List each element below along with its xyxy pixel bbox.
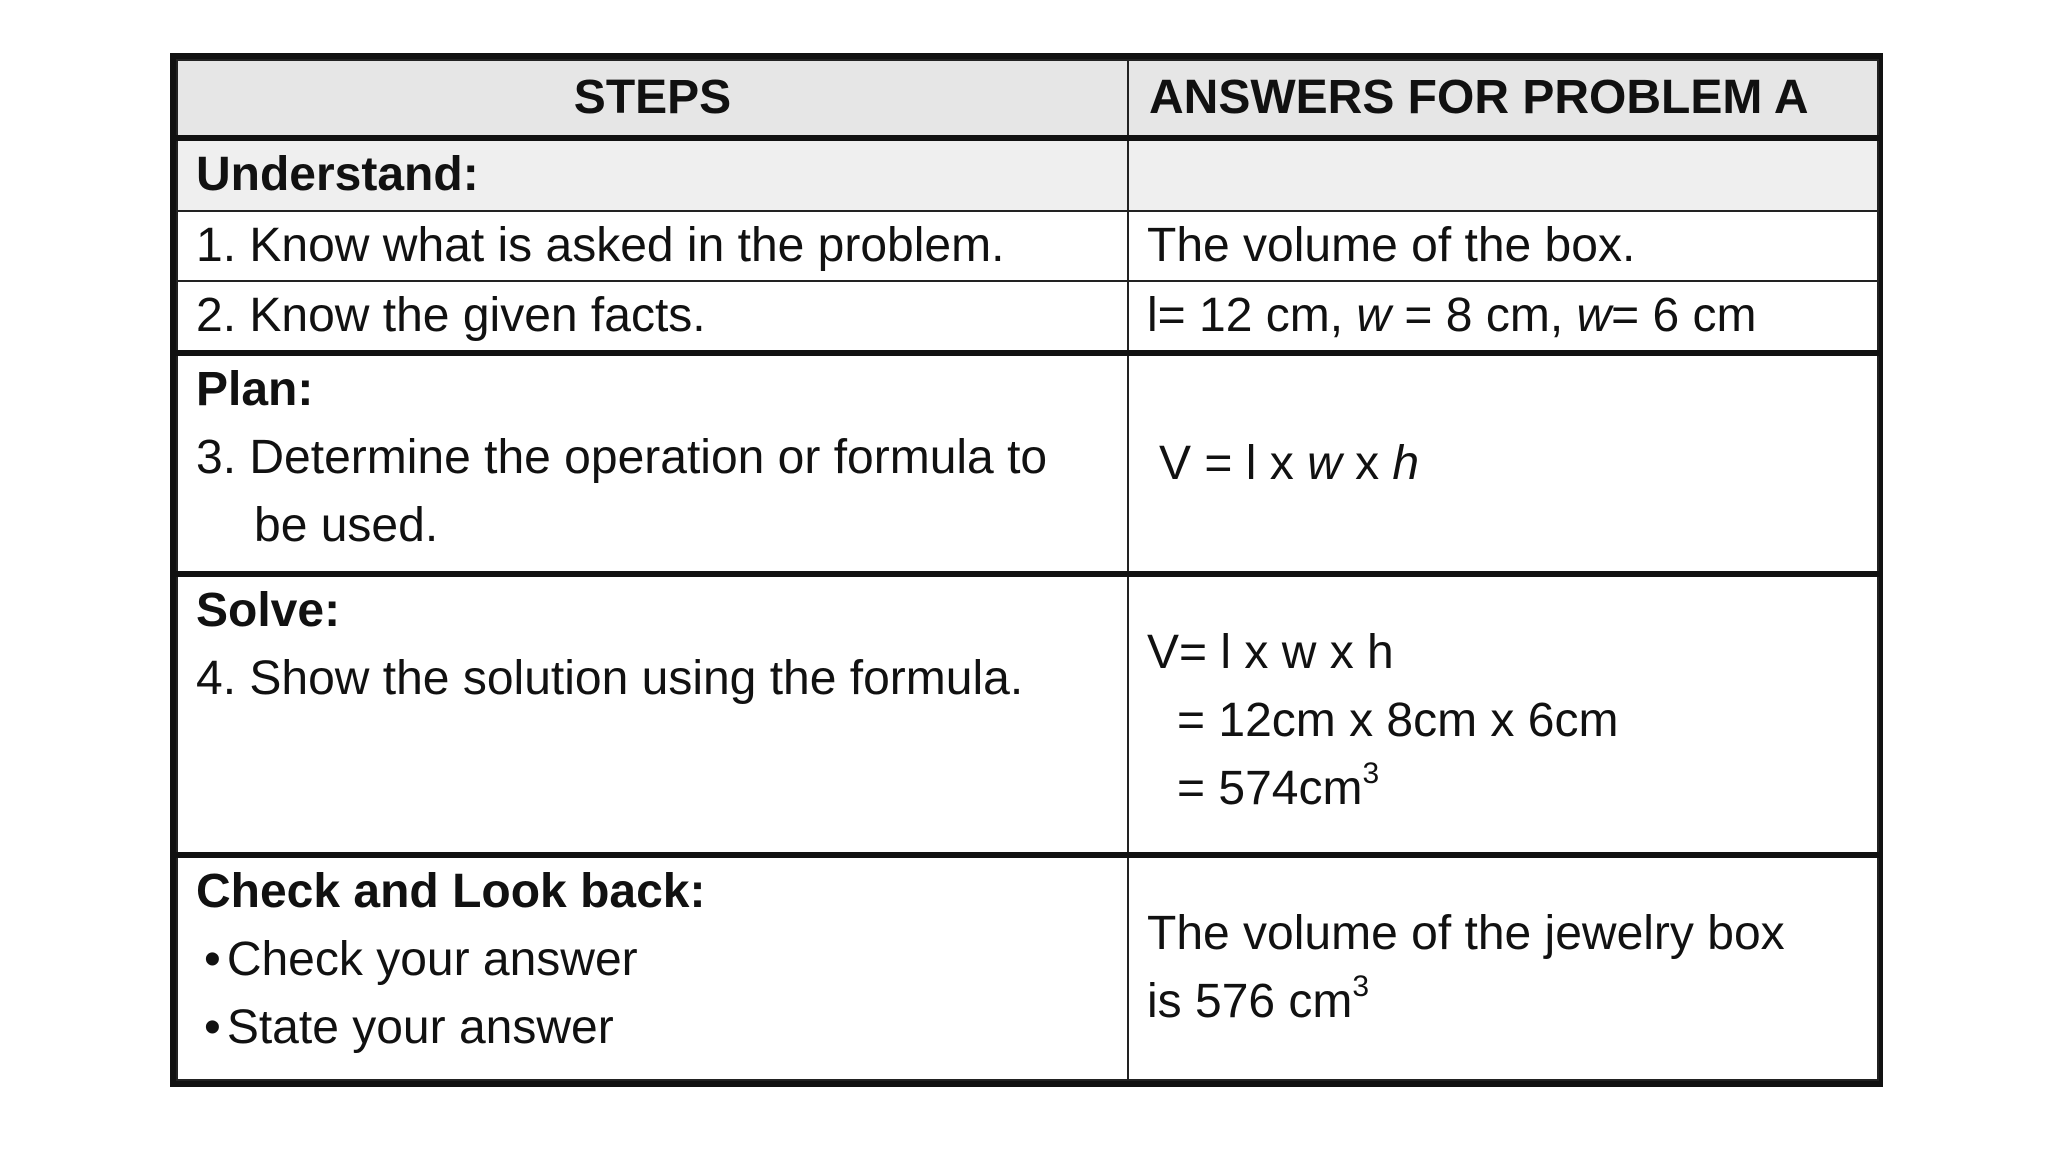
check-cell bbox=[177, 855, 1128, 1080]
answer2-text bbox=[1128, 281, 1878, 353]
solution-table-frame bbox=[170, 53, 1883, 1087]
check-answer bbox=[1128, 855, 1878, 1080]
solve-line3-value: = 574cm bbox=[1177, 761, 1363, 815]
step3-line2: be used. bbox=[254, 499, 439, 553]
solve-line3 bbox=[1147, 755, 1859, 823]
solve-cell bbox=[177, 574, 1128, 855]
plan-row bbox=[177, 353, 1878, 574]
check-answer-value: is 576 cm bbox=[1147, 975, 1353, 1029]
solve-line2: = 12cm x 8cm x 6cm bbox=[1177, 693, 1619, 747]
answer2-w-val: = 8 cm, bbox=[1391, 288, 1577, 342]
step1-row bbox=[177, 211, 1878, 281]
formula-w: w bbox=[1307, 436, 1342, 490]
plan-answer bbox=[1128, 353, 1878, 574]
header-row bbox=[177, 60, 1878, 138]
check-answer-line1: The volume of the jewelry box bbox=[1147, 907, 1785, 961]
understand-heading-row bbox=[177, 138, 1878, 210]
step3-line1: 3. Determine the operation or formula to bbox=[196, 431, 1048, 485]
formula-start: V = l x bbox=[1159, 436, 1308, 490]
solve-line3-sup: 3 bbox=[1362, 756, 1380, 790]
check-row bbox=[177, 855, 1878, 1080]
check-answer-sup: 3 bbox=[1352, 970, 1370, 1004]
check-answer-line2 bbox=[1147, 968, 1859, 1036]
understand-heading: Understand: bbox=[196, 148, 479, 202]
problem-solving-table bbox=[176, 59, 1879, 1081]
understand-answer-empty bbox=[1128, 138, 1878, 210]
check-bullet-2: • State your answer bbox=[196, 994, 1109, 1062]
check-heading: Check and Look back: bbox=[196, 865, 706, 919]
answer2-h-var: w bbox=[1576, 288, 1612, 342]
header-steps: STEPS bbox=[177, 60, 1128, 138]
answer2-h-val: = 6 cm bbox=[1611, 288, 1757, 342]
answer2-w-var: w bbox=[1356, 288, 1392, 342]
step2-row bbox=[177, 281, 1878, 353]
formula-h: h bbox=[1392, 436, 1420, 490]
step4-text: 4. Show the solution using the formula. bbox=[196, 651, 1024, 705]
check-bullet-1: • Check your answer bbox=[196, 926, 1109, 994]
solve-heading: Solve: bbox=[196, 583, 341, 637]
formula-x: x bbox=[1341, 436, 1393, 490]
solve-line1: V= l x w x h bbox=[1147, 625, 1394, 679]
header-answers: ANSWERS FOR PROBLEM A bbox=[1128, 60, 1878, 138]
answer1-text: The volume of the box. bbox=[1128, 211, 1878, 281]
plan-cell bbox=[177, 353, 1128, 574]
plan-heading: Plan: bbox=[196, 363, 314, 417]
step1-text: 1. Know what is asked in the problem. bbox=[177, 211, 1128, 281]
answer2-length: l= 12 cm, bbox=[1147, 288, 1357, 342]
step2-text: 2. Know the given facts. bbox=[177, 281, 1128, 353]
solve-row bbox=[177, 574, 1878, 855]
solve-answer bbox=[1128, 574, 1878, 855]
